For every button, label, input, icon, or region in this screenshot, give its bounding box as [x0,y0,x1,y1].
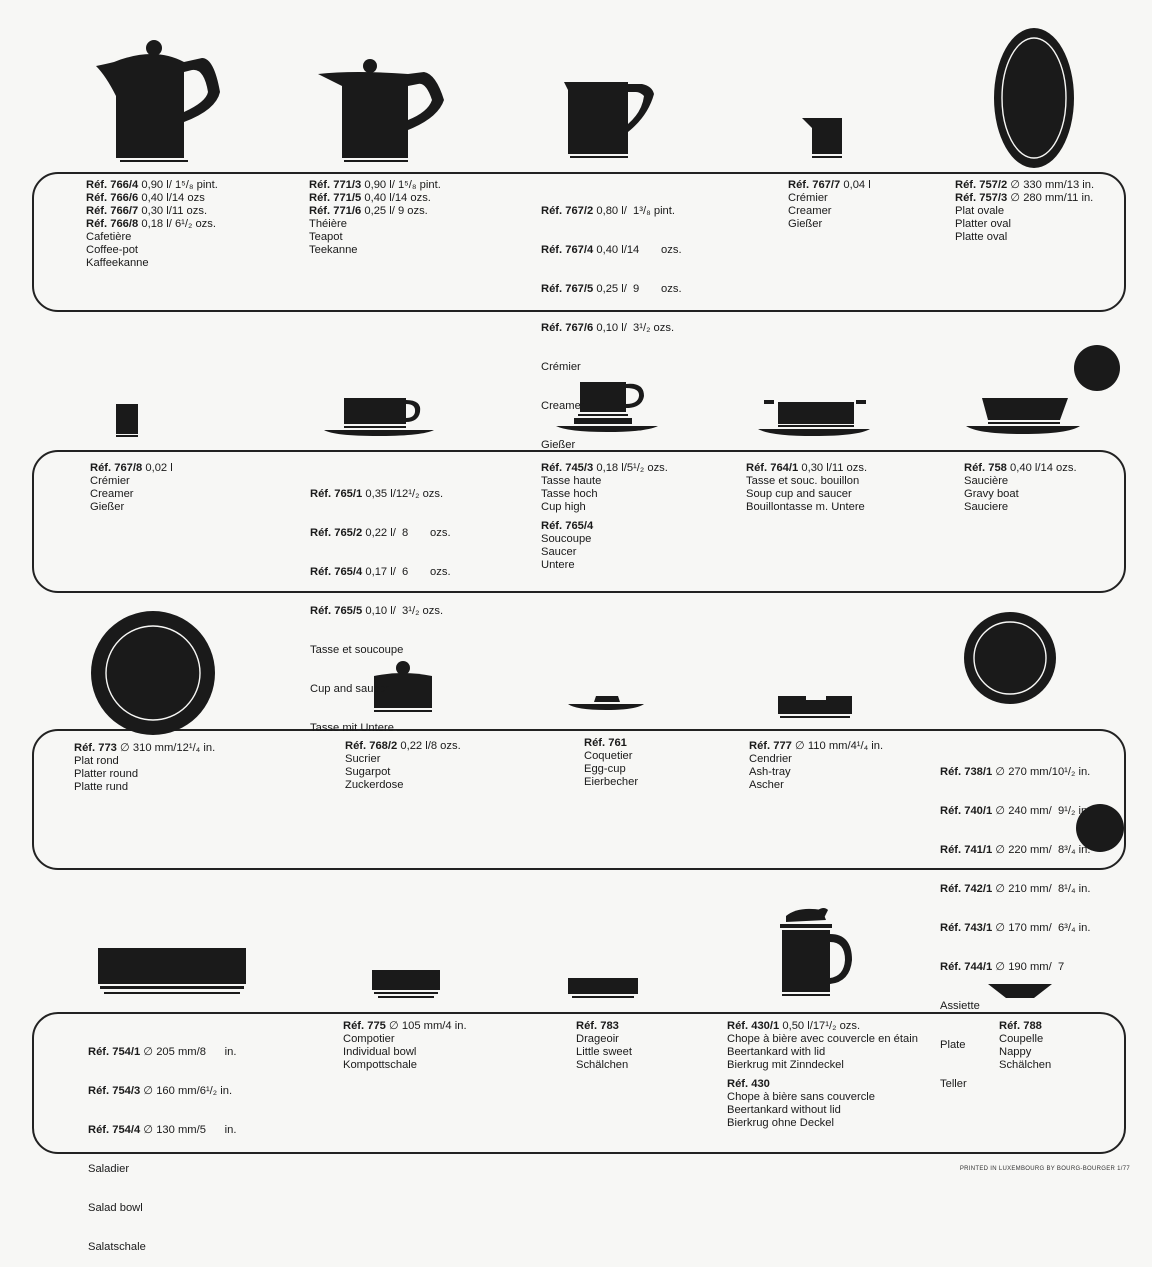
ref-line: Réf. 745/3 0,18 l/5¹/₂ ozs. [541,462,668,474]
ref-line: Réf. 767/6 0,10 l/ 3¹/₂ ozs. [541,322,675,334]
name-de: Sauciere [964,501,1009,513]
ref-line: Réf. 771/3 0,90 l/ 1⁵/₈ pint. [309,179,441,191]
name-en: Saucer [541,546,577,558]
ref-line: Réf. 773 ∅ 310 mm/12¹/₄ in. [74,742,216,754]
name-en: Salad bowl [88,1202,143,1214]
name-de: Gießer [541,439,576,451]
name-fr: Drageoir [576,1033,619,1045]
name-en: Platter oval [955,218,1011,230]
name-en: Little sweet [576,1046,632,1058]
gravy-boat-info [964,462,1077,514]
ref-line: Réf. 766/7 0,30 l/11 ozs. [86,205,208,217]
ref-line: Réf. 775 ∅ 105 mm/4 in. [343,1020,467,1032]
name-en: Creamer [788,205,832,217]
ref-line: Réf. 761 [584,737,627,749]
ref-line: Réf. 765/4 [541,520,594,532]
ref-line: Réf. 758 0,40 l/14 ozs. [964,462,1077,474]
creamer-small-info [788,179,871,231]
plate-image [962,610,1058,706]
ref-line: Réf. 764/1 0,30 l/11 ozs. [746,462,868,474]
creamer-mini-info [90,462,173,514]
ref-line: Réf. 765/4 0,17 l/ 6 ozs. [310,566,451,578]
name-de: Bierkrug mit Zinndeckel [727,1059,844,1071]
ref-line: Réf. 740/1 ∅ 240 mm/ 9¹/₂ in. [940,805,1091,817]
coffee-pot-image [92,36,232,166]
name-fr: Chope à bière sans couvercle [727,1091,876,1103]
name-en: Creamer [90,488,134,500]
creamer-small-image [800,116,850,166]
ref-line: Réf. 767/2 0,80 l/ 1³/₈ pint. [541,205,675,217]
name-de: Tasse hoch [541,488,598,500]
name-fr: Tasse et soucoupe [310,644,404,656]
sugarpot-info [345,740,461,792]
name-en: Ash-tray [749,766,791,778]
name-fr: Cafetière [86,231,132,243]
beer-tankard-image [778,904,858,1004]
ref-line: Réf. 766/4 0,90 l/ 1⁵/₈ pint. [86,179,218,191]
name-fr: Crémier [90,475,130,487]
ref-line: Réf. 741/1 ∅ 220 mm/ 8³/₄ in. [940,844,1091,856]
name-de: Bierkrug ohne Deckel [727,1117,834,1129]
ref-line: Réf. 743/1 ∅ 170 mm/ 6³/₄ in. [940,922,1091,934]
name-de: Kaffeekanne [86,257,149,269]
name-fr: Sucrier [345,753,381,765]
ref-line: Réf. 767/7 0,04 l [788,179,871,191]
name-fr: Tasse haute [541,475,602,487]
name-en: Platter round [74,768,139,780]
name-fr: Saladier [88,1163,130,1175]
ref-line: Réf. 757/3 ∅ 280 mm/11 in. [955,192,1094,204]
name-de: Kompottschale [343,1059,418,1071]
name-fr: Chope à bière avec couvercle en étain [727,1033,918,1045]
name-fr: Soucoupe [541,533,592,545]
soup-cup-info [746,462,867,514]
ref-line: Réf. 757/2 ∅ 330 mm/13 in. [955,179,1095,191]
name-de: Schälchen [576,1059,629,1071]
gravy-boat-image [964,394,1084,438]
soup-cup-image [756,398,876,438]
ref-line: Réf. 777 ∅ 110 mm/4¹/₄ in. [749,740,884,752]
name-en: Creamer [541,400,585,412]
egg-cup-image [566,694,646,716]
name-en: Cup high [541,501,586,513]
ref-line: Réf. 430/1 0,50 l/17¹/₂ ozs. [727,1020,861,1032]
creamer-large-image [560,76,660,166]
ref-line: Réf. 754/4 ∅ 130 mm/5 in. [88,1124,237,1136]
oval-platter-image [992,26,1076,170]
name-en: Gravy boat [964,488,1019,500]
name-de: Salatschale [88,1241,146,1253]
round-platter-info [74,742,215,794]
ref-line: Réf. 767/4 0,40 l/14 ozs. [541,244,682,256]
name-en: Cup and saucer [310,683,389,695]
individual-bowl-image [370,968,444,1000]
teapot-info [309,179,441,257]
name-de: Platte oval [955,231,1008,243]
name-en: Soup cup and saucer [746,488,852,500]
egg-cup-info [584,737,638,789]
name-de: Zuckerdose [345,779,404,791]
beer-tankard-info [727,1020,918,1130]
name-de: Platte rund [74,781,129,793]
cup-high-info [541,462,668,572]
ashtray-image [776,694,856,720]
name-fr: Cendrier [749,753,792,765]
ref-line: Réf. 771/6 0,25 l/ 9 ozs. [309,205,428,217]
name-de: Eierbecher [584,776,639,788]
name-en: Egg-cup [584,763,626,775]
ref-line: Réf. 767/8 0,02 l [90,462,173,474]
name-fr: Coupelle [999,1033,1044,1045]
name-en: Sugarpot [345,766,391,778]
name-fr: Coquetier [584,750,633,762]
name-fr: Crémier [788,192,828,204]
ref-line: Réf. 754/3 ∅ 160 mm/6¹/₂ in. [88,1085,233,1097]
ref-line: Réf. 738/1 ∅ 270 mm/10¹/₂ in. [940,766,1091,778]
salad-bowl-image [94,946,250,1000]
name-en: Beertankard without lid [727,1104,841,1116]
name-de: Teekanne [309,244,358,256]
name-fr: Saucière [964,475,1009,487]
ref-line: Réf. 766/8 0,18 l/ 6¹/₂ ozs. [86,218,216,230]
ref-line: Réf. 430 [727,1078,770,1090]
ref-line: Réf. 766/6 0,40 l/14 ozs [86,192,205,204]
ref-line: Réf. 788 [999,1020,1042,1032]
ref-line: Réf. 771/5 0,40 l/14 ozs. [309,192,431,204]
name-en: Coffee-pot [86,244,139,256]
ref-line: Réf. 783 [576,1020,619,1032]
name-en: Nappy [999,1046,1032,1058]
salad-bowl-info [88,1020,236,1267]
name-de: Tasse mit Untere [310,722,394,734]
name-en: Beertankard with lid [727,1046,826,1058]
name-de: Schälchen [999,1059,1052,1071]
printer-credit: PRINTED IN LUXEMBOURG BY BOURG-BOURGER 1/77 [959,1166,1130,1172]
little-sweet-info [576,1020,632,1072]
ashtray-info [749,740,883,792]
coffee-pot-info [86,179,218,270]
nappy-info [999,1020,1051,1072]
little-sweet-dish-image [566,976,642,1000]
name-de: Untere [541,559,575,571]
name-fr: Assiette [940,1000,980,1012]
ref-line: Réf. 744/1 ∅ 190 mm/ 7 [940,961,1065,973]
name-fr: Crémier [541,361,581,373]
name-de: Gießer [90,501,125,513]
creamer-large-info [541,179,682,465]
ref-line: Réf. 767/5 0,25 l/ 9 ozs. [541,283,682,295]
gravy-boat-top-view-image [1072,344,1122,392]
name-de: Bouillontasse m. Untere [746,501,865,513]
ref-line: Réf. 765/2 0,22 l/ 8 ozs. [310,527,451,539]
name-de: Gießer [788,218,823,230]
creamer-mini-image [114,402,144,438]
name-de: Ascher [749,779,784,791]
ref-line: Réf. 768/2 0,22 l/8 ozs. [345,740,461,752]
ref-line: Réf. 765/1 0,35 l/12¹/₂ ozs. [310,488,444,500]
name-fr: Théière [309,218,347,230]
name-en: Teapot [309,231,343,243]
individual-bowl-info [343,1020,467,1072]
name-fr: Plat ovale [955,205,1005,217]
name-en: Plate [940,1039,966,1051]
name-fr: Tasse et souc. bouillon [746,475,860,487]
name-fr: Plat rond [74,755,119,767]
name-de: Teller [940,1078,967,1090]
round-platter-image [90,610,216,736]
oval-platter-info [955,179,1094,244]
ref-line: Réf. 754/1 ∅ 205 mm/8 in. [88,1046,237,1058]
cup-saucer-info [310,462,451,748]
name-fr: Compotier [343,1033,395,1045]
ref-line: Réf. 742/1 ∅ 210 mm/ 8¹/₄ in. [940,883,1091,895]
ref-line: Réf. 765/5 0,10 l/ 3¹/₂ ozs. [310,605,444,617]
name-en: Individual bowl [343,1046,417,1058]
teapot-image [314,58,454,166]
cup-saucer-image [322,396,442,438]
